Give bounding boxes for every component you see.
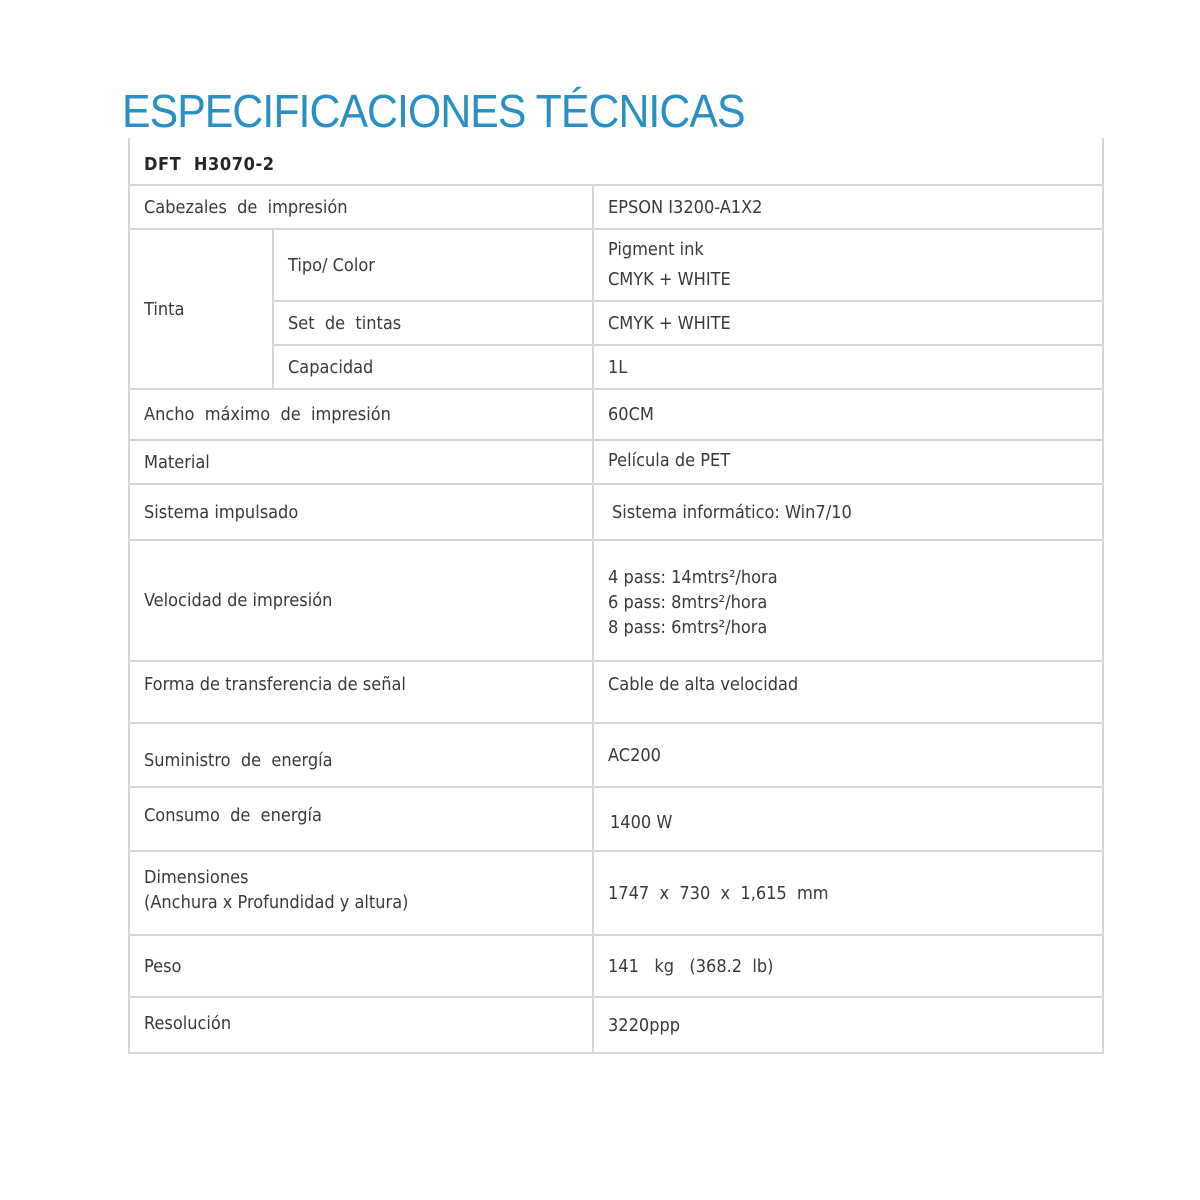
row-value-capacidad: 1L	[593, 345, 1103, 389]
table-row	[129, 389, 1103, 440]
table-row	[129, 661, 1103, 723]
table-row	[129, 345, 1103, 389]
row-value-dimensiones: 1747 x 730 x 1,615 mm	[593, 851, 1103, 935]
row-value-transferencia: Cable de alta velocidad	[593, 661, 1103, 723]
table-row	[129, 997, 1103, 1053]
row-label-tinta: Tinta	[129, 229, 273, 389]
table-row	[129, 440, 1103, 484]
row-label-ancho: Ancho máximo de impresión	[129, 389, 593, 440]
row-value-tipo-color	[593, 229, 1103, 301]
row-value-consumo: 1400 W	[593, 787, 1103, 851]
table-row	[129, 540, 1103, 661]
row-value-resolucion: 3220ppp	[593, 997, 1103, 1053]
row-value-sistema: Sistema informático: Win7/10	[593, 484, 1103, 540]
row-value-set-tintas: CMYK + WHITE	[593, 301, 1103, 345]
row-label-material: Material	[129, 440, 593, 484]
row-label-transferencia: Forma de transferencia de señal	[129, 661, 593, 723]
table-row	[129, 787, 1103, 851]
table-row	[129, 851, 1103, 935]
row-label-dimensiones	[129, 851, 593, 935]
table-row	[129, 301, 1103, 345]
row-label-set-tintas: Set de tintas	[273, 301, 593, 345]
row-label-sistema: Sistema impulsado	[129, 484, 593, 540]
row-label-peso: Peso	[129, 935, 593, 997]
row-value-ancho: 60CM	[593, 389, 1103, 440]
row-label-tipo-color: Tipo/ Color	[273, 229, 593, 301]
row-label-suministro: Suministro de energía	[129, 723, 593, 787]
table-row	[129, 185, 1103, 229]
velocidad-line-1: 4 pass: 14mtrs²/hora	[608, 567, 778, 588]
row-label-resolucion: Resolución	[129, 997, 593, 1053]
row-value-velocidad	[593, 540, 1103, 661]
dimensiones-label-line-2: (Anchura x Profundidad y altura)	[144, 892, 409, 913]
tipo-color-line-1: Pigment ink	[608, 239, 704, 260]
table-row	[129, 229, 1103, 301]
page-title: ESPECIFICACIONES TÉCNICAS	[122, 85, 745, 137]
model-name: DFT H3070-2	[129, 138, 1103, 185]
row-value-suministro: AC200	[593, 723, 1103, 787]
velocidad-line-2: 6 pass: 8mtrs²/hora	[608, 592, 768, 613]
specifications-table	[128, 138, 1104, 1054]
row-value-material: Película de PET	[593, 440, 1103, 484]
row-value-peso: 141 kg (368.2 lb)	[593, 935, 1103, 997]
table-row	[129, 935, 1103, 997]
table-row	[129, 484, 1103, 540]
row-label-velocidad: Velocidad de impresión	[129, 540, 593, 661]
table-header-row	[129, 138, 1103, 185]
table-row	[129, 723, 1103, 787]
row-label-consumo: Consumo de energía	[129, 787, 593, 851]
row-label-capacidad: Capacidad	[273, 345, 593, 389]
tipo-color-line-2: CMYK + WHITE	[608, 269, 731, 290]
dimensiones-label-line-1: Dimensiones	[144, 867, 249, 888]
row-label-cabezales: Cabezales de impresión	[129, 185, 593, 229]
velocidad-line-3: 8 pass: 6mtrs²/hora	[608, 617, 768, 638]
row-value-cabezales: EPSON I3200-A1X2	[593, 185, 1103, 229]
